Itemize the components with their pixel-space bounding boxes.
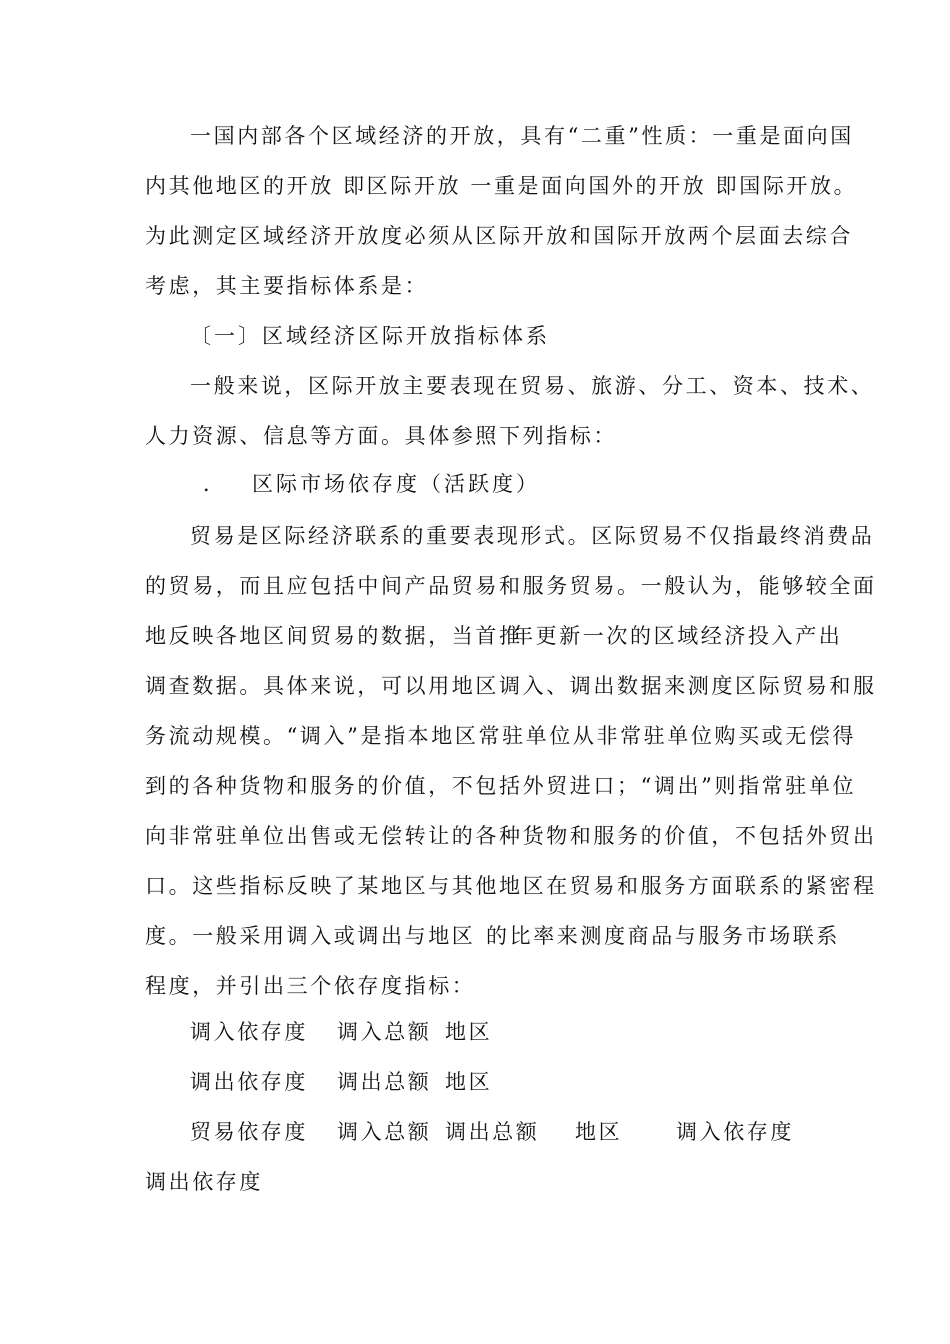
section-heading: 〔一〕区域经济区际开放指标体系 <box>190 324 550 348</box>
para-1-line-2: 内其他地区的开放 即区际开放 一重是面向国外的开放 即国际开放。 <box>145 174 858 198</box>
para-3-line-6: 到的各种货物和服务的价值，不包括外贸进口；“调出”则指常驻单位 <box>145 774 857 798</box>
formula-2-term: 调出总额 <box>337 1070 432 1094</box>
para-3-line-10: 程度，并引出三个依存度指标： <box>145 974 476 998</box>
para-3-line-5: 务流动规模。“调入”是指本地区常驻单位从非常驻单位购买或无偿得 <box>145 724 857 748</box>
formula-3-continuation: 调出依存度 <box>145 1170 263 1194</box>
formula-3-label: 贸易依存度 <box>190 1120 308 1144</box>
formula-3-term-2: 调出总额 <box>445 1120 540 1144</box>
formula-1-region: 地区 <box>445 1020 493 1044</box>
para-1-line-4: 考虑，其主要指标体系是： <box>145 274 429 298</box>
para-3-line-9b: 的比率来测度商品与服务市场联系 <box>486 924 840 948</box>
subsection-heading: 区际市场依存度（活跃度） <box>252 472 540 496</box>
para-2-line-2: 人力资源、信息等方面。具体参照下列指标： <box>145 424 617 448</box>
formula-3-tail: 调入依存度 <box>676 1120 794 1144</box>
formula-3-term-1: 调入总额 <box>337 1120 432 1144</box>
formula-3-region: 地区 <box>575 1120 623 1144</box>
formula-1-label: 调入依存度 <box>190 1020 308 1044</box>
para-1-line-1: 一国内部各个区域经济的开放，具有“二重”性质：一重是面向国 <box>190 124 854 148</box>
para-3-line-1: 贸易是区际经济联系的重要表现形式。区际贸易不仅指最终消费品 <box>190 524 875 548</box>
para-3-line-7: 向非常驻单位出售或无偿转让的各种货物和服务的价值，不包括外贸出 <box>145 824 877 848</box>
para-3-line-4: 调查数据。具体来说，可以用地区调入、调出数据来测度区际贸易和服 <box>145 674 877 698</box>
formula-1-term: 调入总额 <box>337 1020 432 1044</box>
para-3-line-3a: 地反映各地区间贸易的数据，当首推 <box>145 624 523 648</box>
para-3-line-8: 口。这些指标反映了某地区与其他地区在贸易和服务方面联系的紧密程 <box>145 874 877 898</box>
para-3-line-2: 的贸易，而且应包括中间产品贸易和服务贸易。一般认为，能够较全面 <box>145 574 877 598</box>
formula-2-region: 地区 <box>445 1070 493 1094</box>
para-3-line-3b: 年更新一次的区域经济投入产出 <box>512 624 843 648</box>
para-1-line-3: 为此测定区域经济开放度必须从区际开放和国际开放两个层面去综合 <box>145 224 853 248</box>
formula-2-label: 调出依存度 <box>190 1070 308 1094</box>
list-bullet: ． <box>203 472 227 496</box>
para-3-line-9a: 度。一般采用调入或调出与地区 <box>145 924 476 948</box>
para-2-line-1: 一般来说，区际开放主要表现在贸易、旅游、分工、资本、技术、 <box>190 374 875 398</box>
